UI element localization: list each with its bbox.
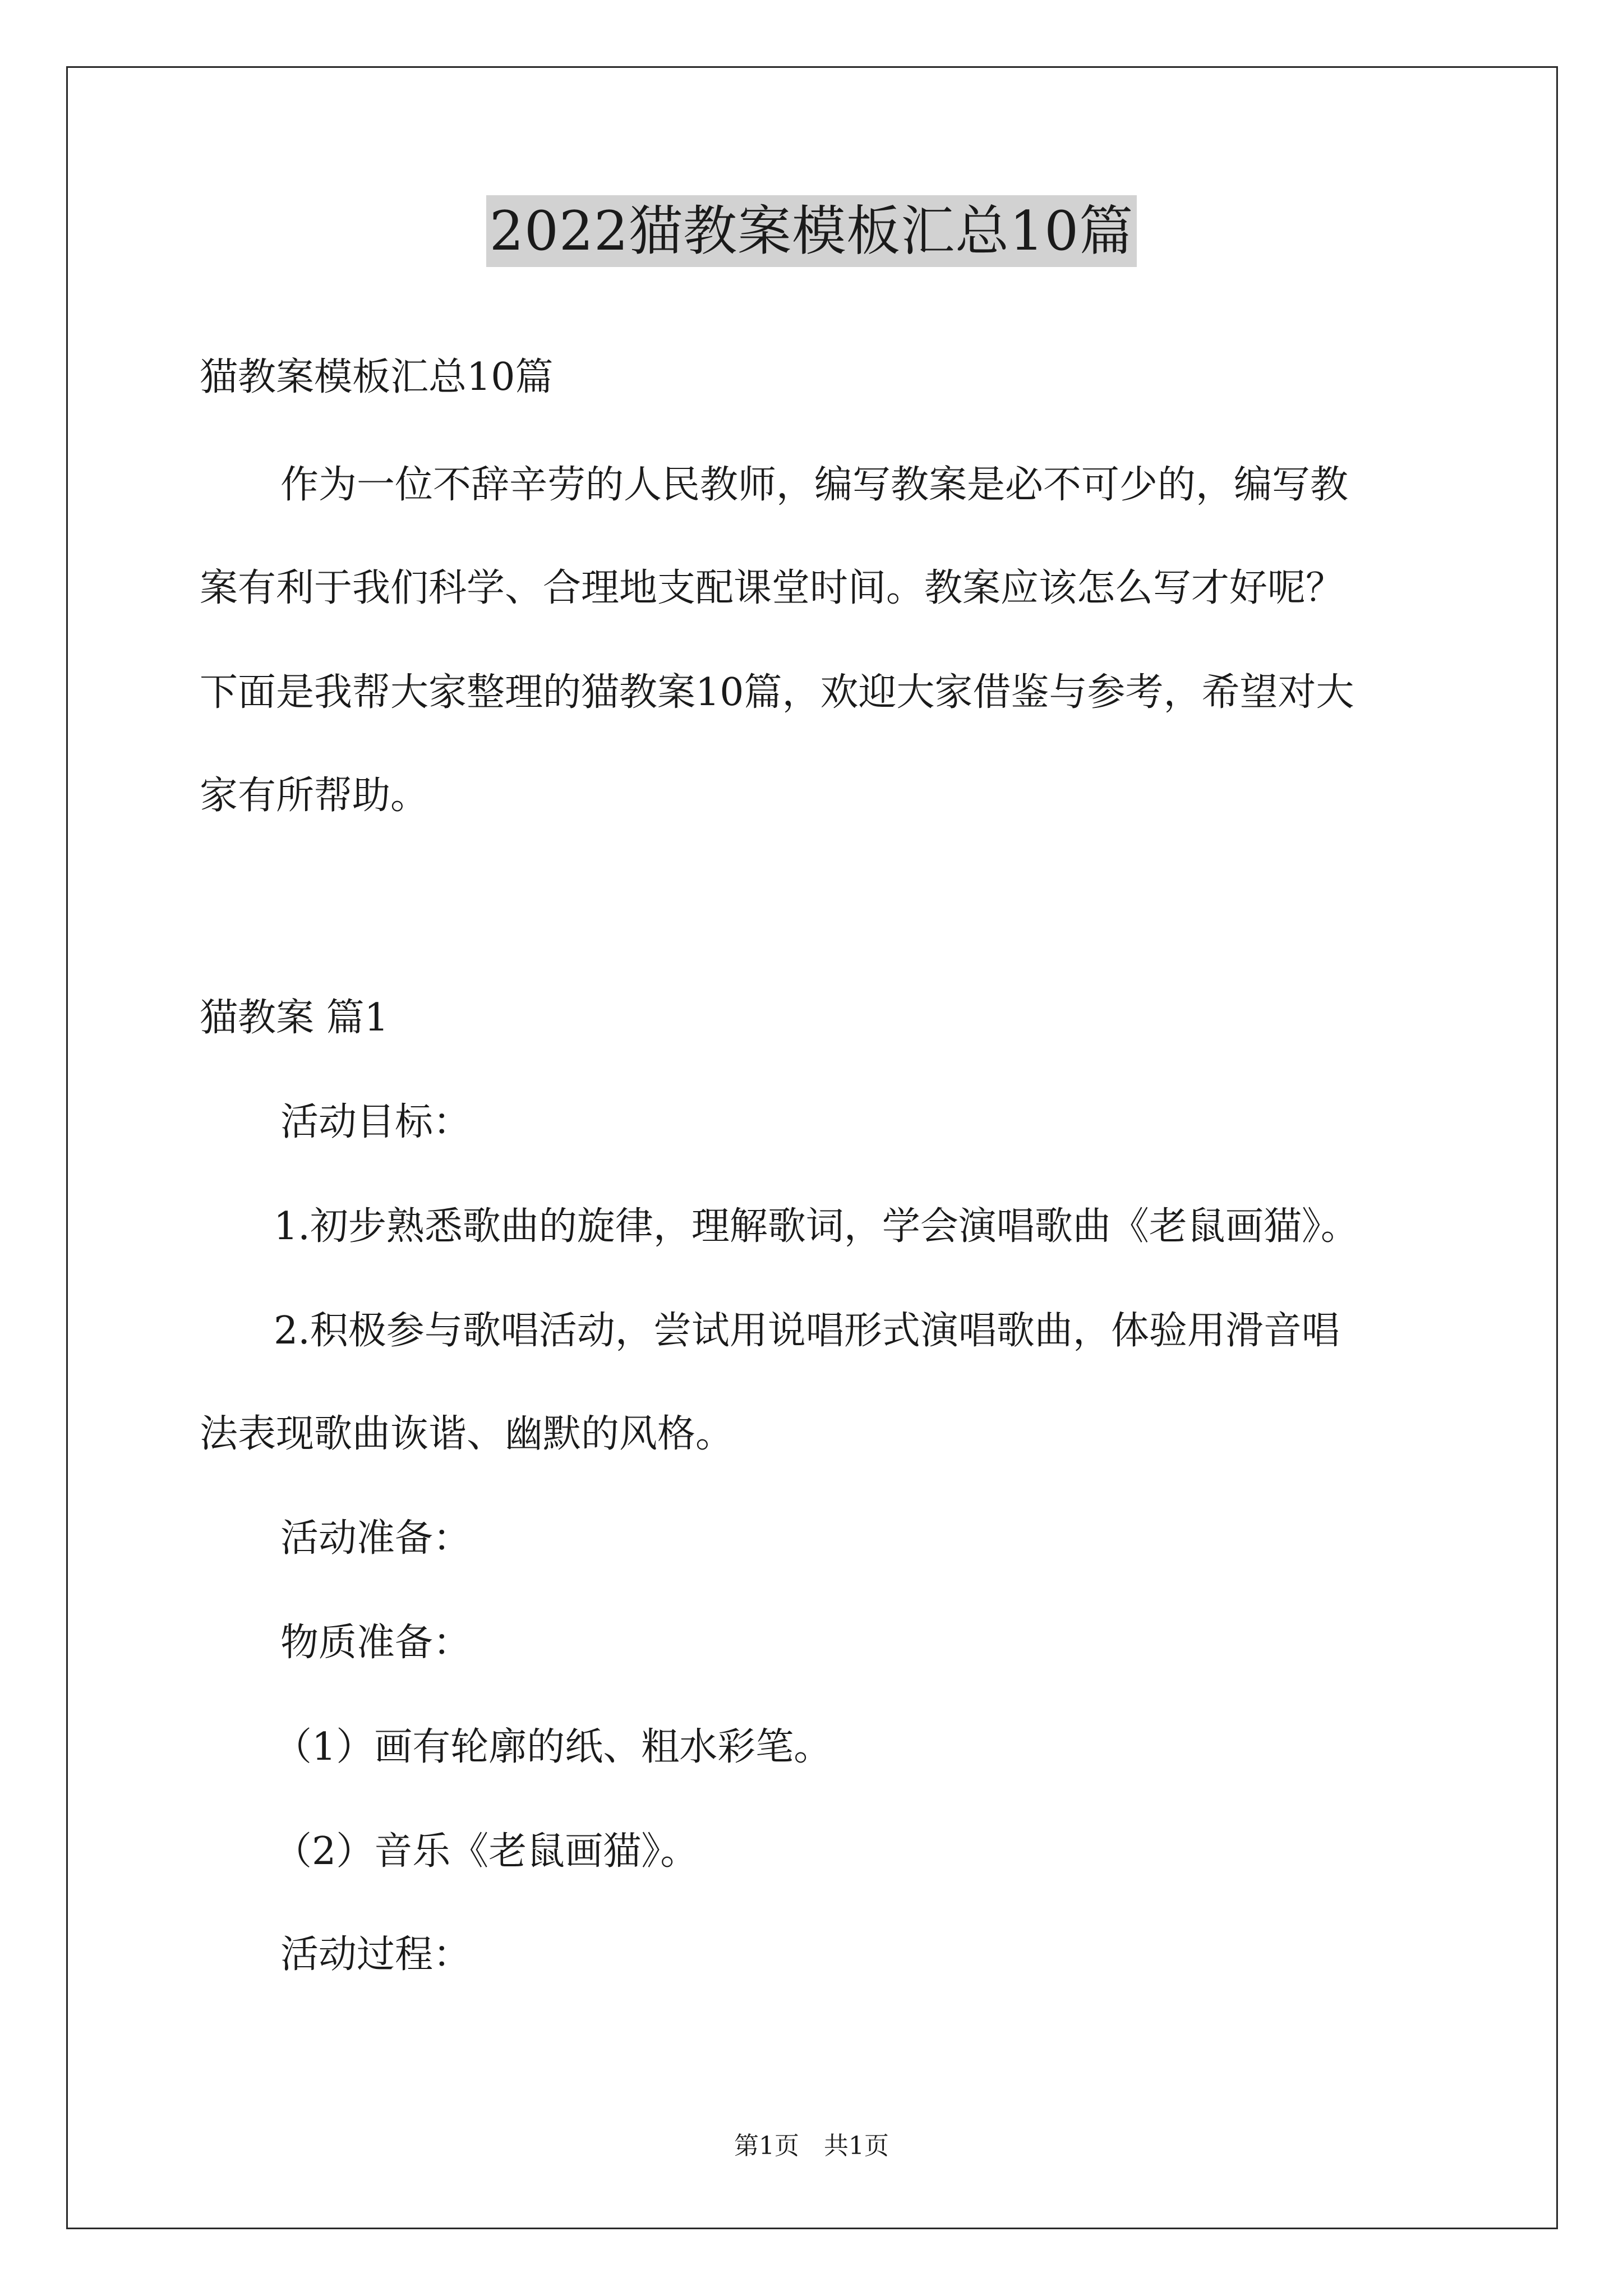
intro-line-3: 下面是我帮大家整理的猫教案10篇，欢迎大家借鉴与参考，希望对大: [200, 670, 1354, 715]
body-line-goal-1: 1.初步熟悉歌曲的旋律，理解歌词，学会演唱歌曲《老鼠画猫》。: [274, 1204, 1359, 1249]
body-line-material-2: （2）音乐《老鼠画猫》。: [274, 1829, 699, 1874]
intro-line-2: 案有利于我们科学、合理地支配课堂时间。教案应该怎么写才好呢？: [200, 566, 1344, 610]
subtitle: 猫教案模板汇总10篇: [200, 355, 554, 399]
intro-line-1: 作为一位不辞辛劳的人民教师，编写教案是必不可少的，编写教: [280, 463, 1349, 507]
page-footer: 第1页 共1页: [734, 2132, 889, 2160]
body-line-material-prep: 物质准备：: [280, 1621, 472, 1665]
title-container: [0, 195, 1623, 267]
document-title: 2022猫教案模板汇总10篇: [486, 195, 1137, 267]
body-line-goal-2-cont: 法表现歌曲诙谐、幽默的风格。: [200, 1412, 734, 1456]
body-line-prep-heading: 活动准备：: [280, 1516, 472, 1561]
body-line-process-heading: 活动过程：: [280, 1932, 472, 1977]
body-line-goal-2: 2.积极参与歌唱活动，尝试用说唱形式演唱歌曲，体验用滑音唱: [274, 1309, 1340, 1353]
intro-line-4: 家有所帮助。: [200, 774, 429, 818]
body-line-material-1: （1）画有轮廓的纸、粗水彩笔。: [274, 1725, 832, 1769]
body-line-goals-heading: 活动目标：: [280, 1100, 472, 1144]
section-heading: 猫教案 篇1: [200, 996, 389, 1040]
